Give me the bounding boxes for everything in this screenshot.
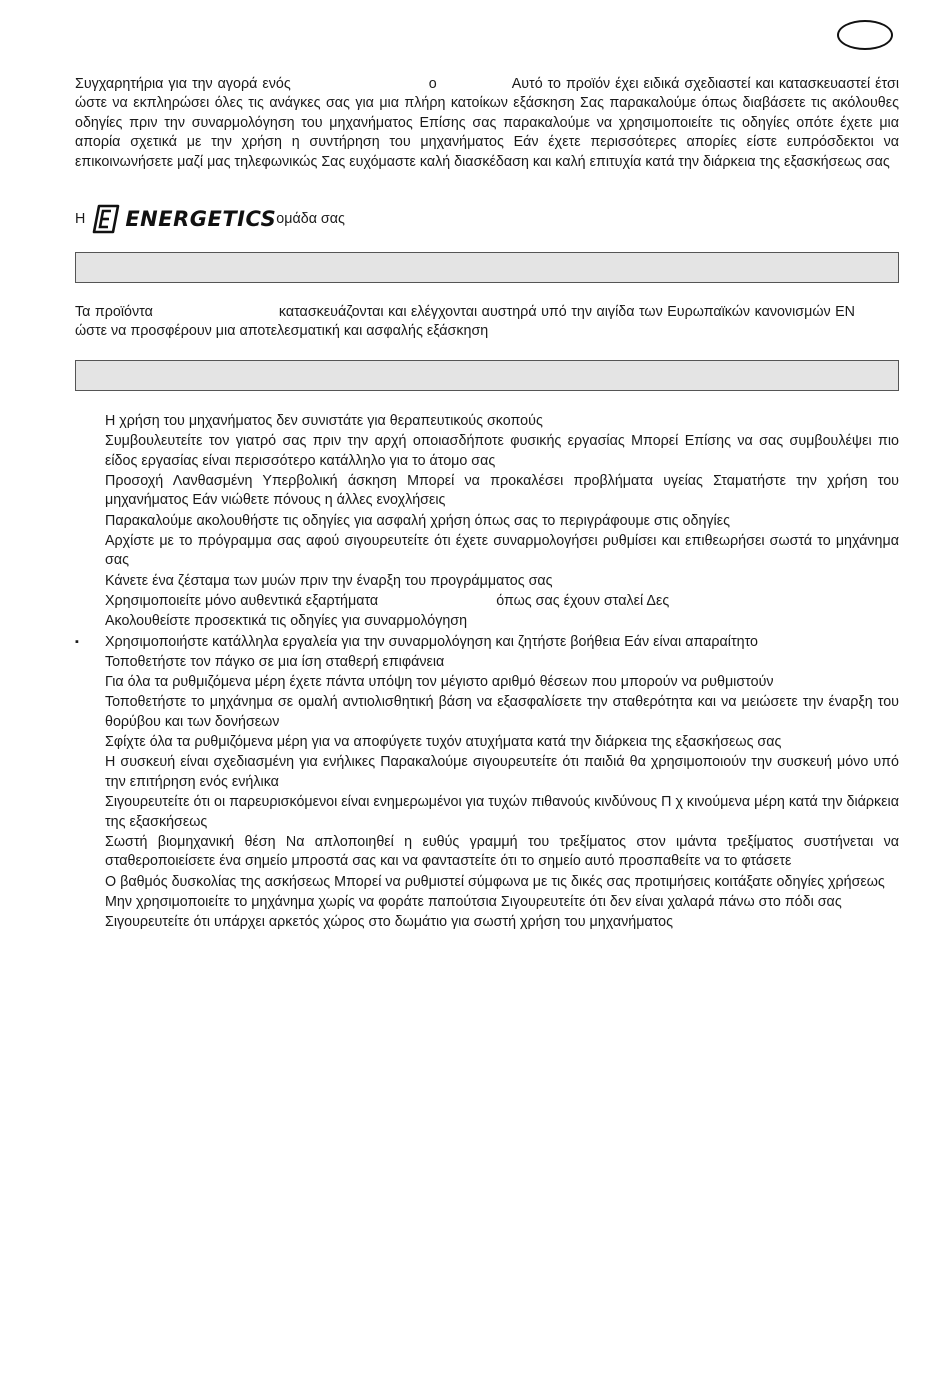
list-item <box>75 673 899 692</box>
list-item-extra-text: όπως σας έχουν σταλεί Δες <box>496 593 670 609</box>
list-item <box>75 873 899 892</box>
list-item-text: Προσοχή Λανθασμένη Υπερβολική άσκηση Μπορεί να προκαλέσει προβλήματα υγείας Σταματήστε την χρήση του μηχανήματος Εάν νιώθετε πόνους η άλλες ενοχλήσεις <box>105 473 899 509</box>
intro-text-2: ο <box>428 76 437 92</box>
list-item-text: Μην χρησιμοποιείτε το μηχάνημα χωρίς να φοράτε παπούτσια Σιγουρευτείτε ότι δεν είναι χαλαρά πάνω στο πόδι σας <box>105 893 842 910</box>
list-item <box>75 532 899 571</box>
list-item <box>75 572 899 591</box>
quality-text-3: ώστε να προσφέρουν μια αποτελεσματική και ασφαλής εξάσκηση <box>75 323 489 340</box>
square-bullet-icon: ▪ <box>75 635 79 648</box>
list-item-text: Παρακαλούμε ακολουθήστε τις οδηγίες για ασφαλή χρήση όπως σας το περιγράφουμε στις οδηγίες <box>105 512 730 529</box>
list-item-text: Κάνετε ένα ζέσταμα των μυών πριν την έναρξη του προγράμματος σας <box>105 572 553 589</box>
team-post-text: ομάδα σας <box>276 211 345 227</box>
quality-text-1: Τα προϊόντα <box>75 304 153 320</box>
energetics-logo-text: ENERGETICS <box>125 207 277 231</box>
list-item-text: Σιγουρευτείτε ότι υπάρχει αρκετός χώρος στο δωμάτιο για σωστή χρήση του μηχανήματος <box>105 914 674 931</box>
list-item-text: Τοποθετήστε τον πάγκο σε μια ίση σταθερή επιφάνεια <box>105 653 445 670</box>
energetics-e-icon <box>91 204 121 234</box>
list-item <box>75 512 899 531</box>
list-item-text: Χρησιμοποιείτε μόνο αυθεντικά εξαρτήματα <box>105 593 379 609</box>
list-item-text: Συμβουλευτείτε τον γιατρό σας πριν την αρχή οποιασδήποτε φυσικής εργασίας Μπορεί Επίσης να σας συμβουλέψει πιο είδος εργασίας είναι περισσότερο κατάλληλο για το άτομο σας <box>105 433 899 469</box>
list-item <box>75 733 899 752</box>
quality-text-2: κατασκευάζονται και ελέγχονται αυστηρά υπό την αιγίδα των Ευρωπαϊκών κανονισμών ΕΝ <box>278 304 855 320</box>
safety-list <box>75 412 899 933</box>
list-item <box>75 412 899 431</box>
list-item-text: Τοποθετήστε το μηχάνημα σε ομαλή αντιολισθητική βάση να εξασφαλίσετε την σταθερότητα και να μειώσετε την έναρξη του θορύβου και των δονήσεων <box>105 694 899 730</box>
language-badge-oval <box>837 20 893 50</box>
list-item-text: Η συσκευή είναι σχεδιασμένη για ενήλικες Παρακαλούμε σιγουρευτείτε ότι παιδιά θα χρησιμοποιούν την συσκευή μόνο υπό την επιτήρηση ενός ενήλικα <box>105 754 899 790</box>
list-item-text: Σφίχτε όλα τα ρυθμιζόμενα μέρη για να αποφύγετε τυχόν ατυχήματα κατά την διάρκεια της εξασκήσεως σας <box>105 734 782 751</box>
list-item <box>75 913 899 932</box>
list-item-text: Ακολουθείστε προσεκτικά τις οδηγίες για συναρμολόγηση <box>105 613 468 630</box>
intro-text-3: Αυτό το προϊόν έχει ειδικά σχεδιαστεί και κατασκευαστεί έτσι ώστε να εκπληρώσει όλες τις ανάγκες σας για μια πλήρη κατοίκων εξάσκηση Σας παρακαλούμε όπως διαβάσετε τις ακόλουθες οδηγίες πριν την συναρμολόγηση του μηχανήματος Επίσης σας παρακαλούμε να χρησιμοποιείτε τις οδηγίες οπότε έχετε μια απορία σχετικά με την χρήση η συντήρηση του μηχανήματος Εάν έχετε περισσότερες απορίες είστε ευπρόσδεκτοι να επικοινωνήσετε μαζί μας τηλεφωνικώς Σας ευχόμαστε καλή διασκέδαση και καλή επιτυχία κατά την διάρκεια της εξασκήσεως σας <box>75 76 899 170</box>
list-item <box>75 432 899 471</box>
list-item-text: Για όλα τα ρυθμιζόμενα μέρη έχετε πάντα υπόψη τον μέγιστο αριθμό θέσεων που μπορούν να ρυθμιστούν <box>105 674 774 691</box>
list-item-text: Αρχίστε με το πρόγραμμα σας αφού σιγουρευτείτε ότι έχετε συναρμολογήσει ρυθμίσει και επιθεωρήσει σωστά το μηχάνημα σας <box>105 533 899 569</box>
list-item-text: Η χρήση του μηχανήματος δεν συνιστάτε για θεραπευτικούς σκοπούς <box>105 413 543 429</box>
energetics-logo <box>91 203 276 235</box>
team-pre-text: Η <box>75 211 86 227</box>
list-item-text: Χρησιμοποιήστε κατάλληλα εργαλεία για την συναρμολόγηση και ζητήστε βοήθεια Εάν είναι απαραίτητο <box>105 633 758 650</box>
list-item <box>75 653 899 672</box>
list-item <box>75 793 899 832</box>
list-item-text: Σιγουρευτείτε ότι οι παρευρισκόμενοι είναι ενημερωμένοι για τυχών πιθανούς κινδύνους Π χ κινούμενα μέρη κατά την διάρκεια της εξασκήσεως <box>105 794 899 830</box>
section-header-bar-2 <box>75 360 899 391</box>
list-item <box>75 893 899 912</box>
list-item <box>75 612 899 631</box>
list-item <box>75 753 899 792</box>
list-item <box>75 693 899 732</box>
intro-paragraph <box>75 75 899 172</box>
quality-paragraph <box>75 303 899 342</box>
list-item <box>75 592 899 611</box>
team-signature <box>75 203 345 235</box>
list-item-text: Ο βαθμός δυσκολίας της ασκήσεως Μπορεί να ρυθμιστεί σύμφωνα με τις δικές σας προτιμήσεις κοιτάξατε οδηγίες χρήσεως <box>105 873 885 890</box>
list-item <box>75 833 899 872</box>
list-item <box>75 472 899 511</box>
list-item <box>75 633 899 652</box>
list-item-text: Σωστή βιομηχανική θέση Να απλοποιηθεί η ευθύς γραμμή του τρεξίματος στον ιμάντα τρεξίματος συστήνεται να σταθεροποιείσετε ένα σημείο μπροστά σας και να φανταστείτε ότι το σημείο αυτό προσπαθείτε να το φτάσετε <box>105 833 899 870</box>
intro-text-1: Συγχαρητήρια για την αγορά ενός <box>75 76 291 92</box>
section-header-bar-1 <box>75 252 899 283</box>
